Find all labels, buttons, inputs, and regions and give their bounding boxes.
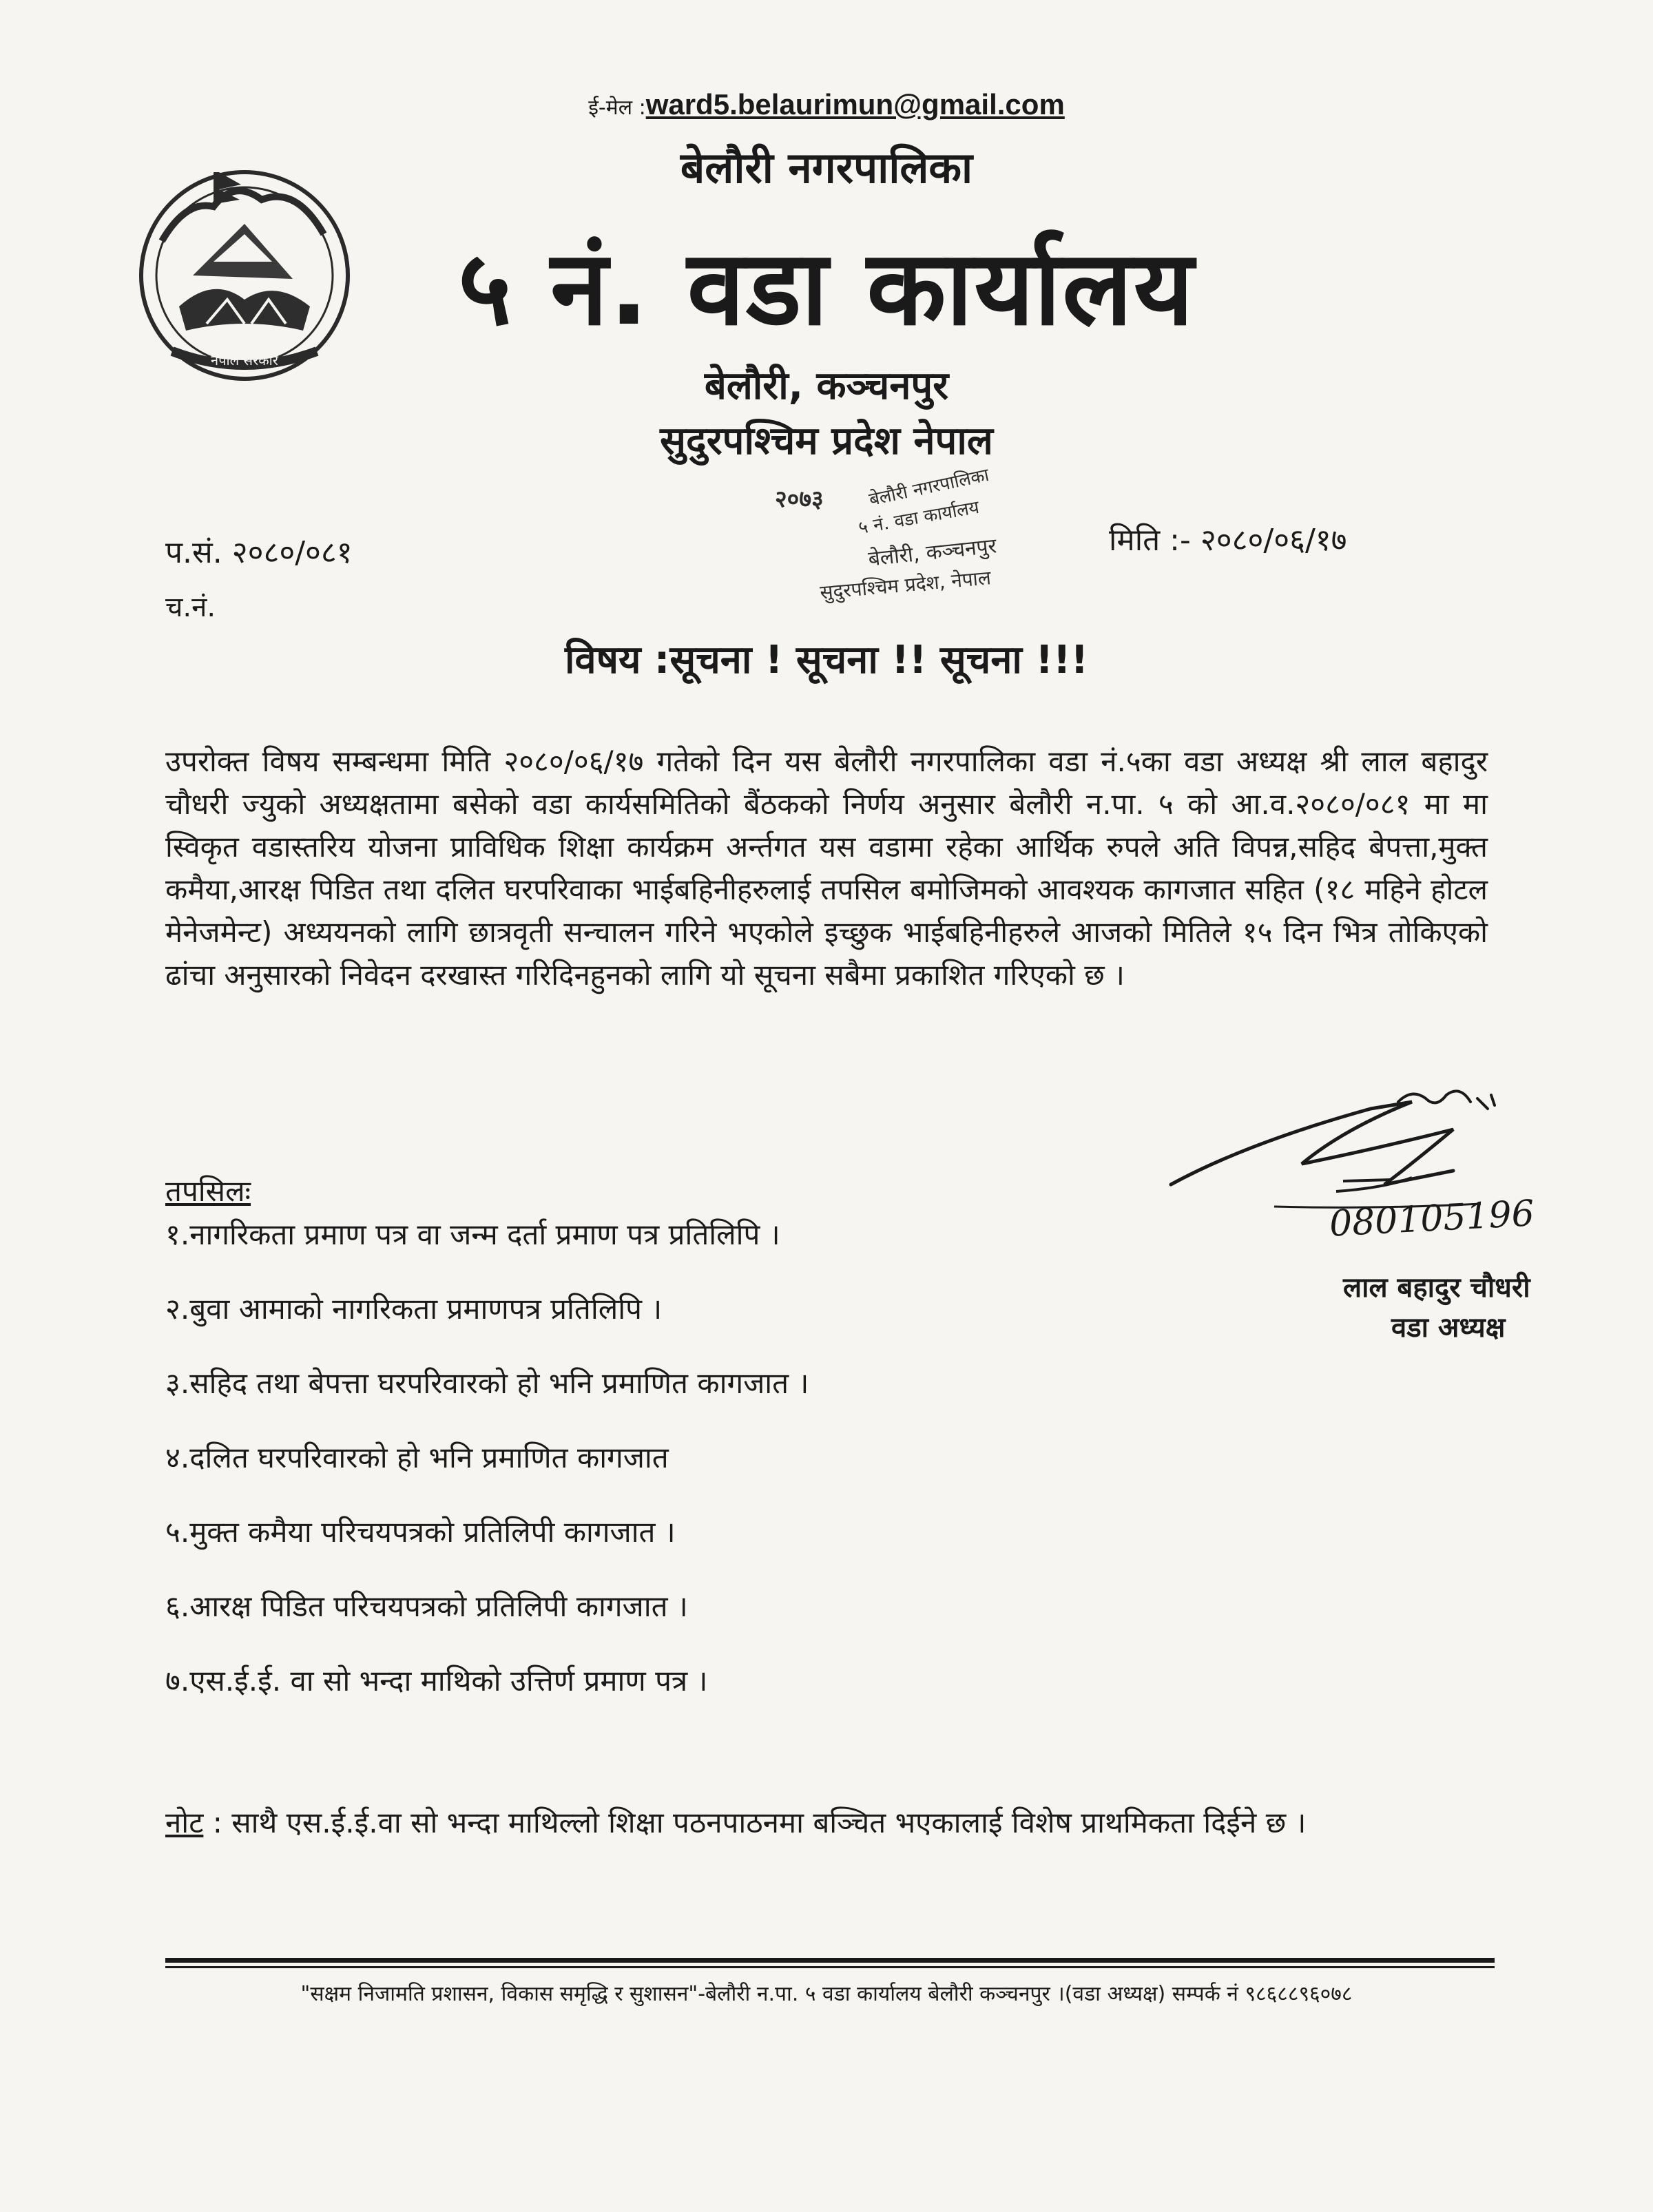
footer-divider [165, 1958, 1495, 1963]
annex-list [165, 1209, 809, 1729]
municipality-name: बेलौरी नगरपालिका [680, 143, 973, 193]
dispatch-number: च.नं. [165, 592, 216, 623]
body-paragraph: उपरोक्त विषय सम्बन्धमा मिति २०८०/०६/१७ गतेको दिन यस बेलौरी नगरपालिका वडा नं.५का वडा अध्यक्ष श्री लाल बहादुर चौधरी ज्युको अध्यक्षतामा बसेको वडा कार्यसमितिको बैंठकको निर्णय अनुसार बेलौरी न.पा. ५ को आ.व.२०८०/०८१ मा मा स्विकृत वडास्तरिय योजना प्राविधिक शिक्षा कार्यक्रम अर्न्तगत यस वडामा रहेका आर्थिक रुपले अति विपन्न,सहिद बेपत्ता,मुक्त कमैया,आरक्ष पिडित तथा दलित घरपरिवाका भाईबहिनीहरुलाई तपसिल बमोजिमको आवश्यक कागजात सहित (१८ महिने होटल मेनेजमेन्ट) अध्ययनको लागि छात्रवृती सन्चालन गरिने भएकोले इच्छुक भाईबहिनीहरुले आजको मितिले १५ दिन भित्र तोकिएको ढांचा अनुसारको निवेदन दरखास्त गरिदिनहुनको लागि यो सूचना सबैमा प्रकाशित गरिएको छ । [165, 744, 1488, 992]
subject-line: विषय :सूचना ! सूचना !! सूचना !!! [564, 638, 1089, 682]
note-paragraph [165, 1797, 1488, 1848]
note-text: : साथै एस.ई.ई.वा सो भन्दा माथिल्लो शिक्षा पठनपाठनमा बञ्चित भएकालाई विशेष प्राथमिकता दिईने छ । [203, 1806, 1307, 1839]
list-item: ३.सहिद तथा बेपत्ता घरपरिवारको हो भनि प्रमाणित कागजात । [165, 1366, 809, 1400]
list-item: १.नागरिकता प्रमाण पत्र वा जन्म दर्ता प्रमाण पत्र प्रतिलिपि । [165, 1218, 780, 1251]
list-item: ५.मुक्त कमैया परिचयपत्रको प्रतिलिपी कागजात । [165, 1515, 676, 1549]
footer-divider [165, 1966, 1495, 1968]
stamp-line-4: सुदुरपश्चिम प्रदेश, नेपाल [819, 566, 992, 604]
emblem-ring-text: नेपाल सरकार [211, 352, 278, 368]
list-item: ७.एस.ई.ई. वा सो भन्दा माथिको उत्तिर्ण प्रमाण पत्र । [165, 1664, 708, 1698]
address-line: बेलौरी, कञ्चनपुर [704, 364, 949, 408]
email-line [0, 88, 1653, 121]
letter-date: मिति :- २०८०/०६/१७ [1109, 523, 1347, 558]
stamp-year: २०७३ [775, 486, 824, 513]
office-title: ५ नं. वडा कार्यालय [458, 229, 1195, 348]
stamp-line-3: बेलौरी, कञ्चनपुर [866, 534, 998, 572]
list-item: ४.दलित घरपरिवारको हो भनि प्रमाणित कागजात [165, 1441, 669, 1474]
signatory-name: लाल बहादुर चौधरी [1343, 1272, 1530, 1304]
stamp-line-1: बेलौरी नगरपालिका [867, 464, 991, 511]
signatory-title: वडा अध्यक्ष [1391, 1312, 1506, 1344]
office-stamp [765, 464, 1081, 627]
list-item: ६.आरक्ष पिडित परिचयपत्रको प्रतिलिपी कागजात । [165, 1589, 688, 1623]
email-label: ई-मेल : [588, 96, 646, 120]
reference-number: प.सं. २०८०/०८१ [165, 535, 353, 570]
list-item: २.बुवा आमाको नागरिकता प्रमाणपत्र प्रतिलिपि । [165, 1292, 663, 1326]
stamp-line-2: ५ नं. वडा कार्यालय [857, 497, 981, 539]
province-line: सुदुरपश्चिम प्रदेश नेपाल [660, 419, 993, 463]
footer-text: "सक्षम निजामति प्रशासन, विकास समृद्धि र सुशासन"-बेलौरी न.पा. ५ वडा कार्यालय बेलौरी कञ्चनपुर ।(वडा अध्यक्ष) सम्पर्क नं ९८६८८९६०७८ [300, 1982, 1353, 2006]
note-label: नोट [165, 1806, 204, 1839]
handwritten-date: 080105196 [1328, 1193, 1536, 1245]
annex-heading: तपसिलः [165, 1174, 251, 1208]
email-address: ward5.belaurimun@gmail.com [645, 88, 1065, 121]
